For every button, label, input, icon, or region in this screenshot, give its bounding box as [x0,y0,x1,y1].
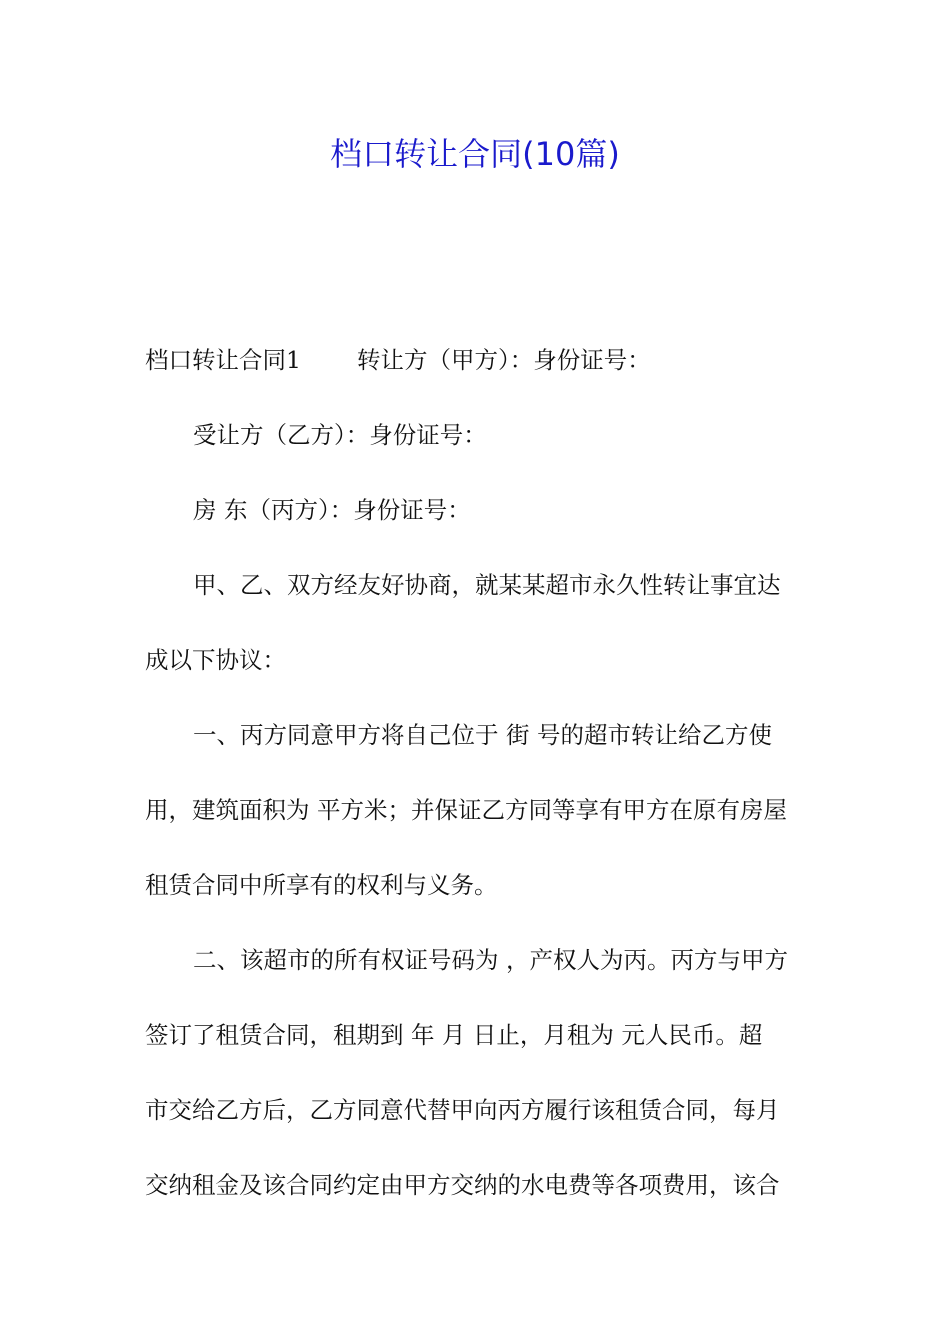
text-line-5: 成以下协议： [145,646,286,674]
document-body [145,336,807,1236]
text-line-4: 甲、乙、双方经友好协商，就某某超市永久性转让事宜达 [193,571,781,599]
transferor-label: 转让方（甲方）：身份证号： [356,346,651,374]
text-line-7: 用，建筑面积为 平方米；并保证乙方同等享有甲方在原有房屋 [145,796,787,824]
text-line-3: 房 东（丙方）：身份证号： [193,496,471,524]
text-line-6: 一、丙方同意甲方将自己位于 街 号的超市转让给乙方使 [193,721,772,749]
document-title: 档口转让合同(10篇) [330,135,620,173]
text-line-1 [145,336,807,411]
text-line-12: 交纳租金及该合同约定由甲方交纳的水电费等各项费用，该合 [145,1171,780,1199]
text-line-2: 受让方（乙方）：身份证号： [193,421,487,449]
text-line-10: 签订了租赁合同，租期到 年 月 日止，月租为 元人民币。超 [145,1021,763,1049]
contract-heading: 档口转让合同1 [145,346,301,374]
text-line-11: 市交给乙方后，乙方同意代替甲向丙方履行该租赁合同，每月 [145,1096,780,1124]
text-line-8: 租赁合同中所享有的权利与义务。 [145,871,498,899]
text-line-9: 二、该超市的所有权证号码为 ，产权人为丙。丙方与甲方 [193,946,788,974]
